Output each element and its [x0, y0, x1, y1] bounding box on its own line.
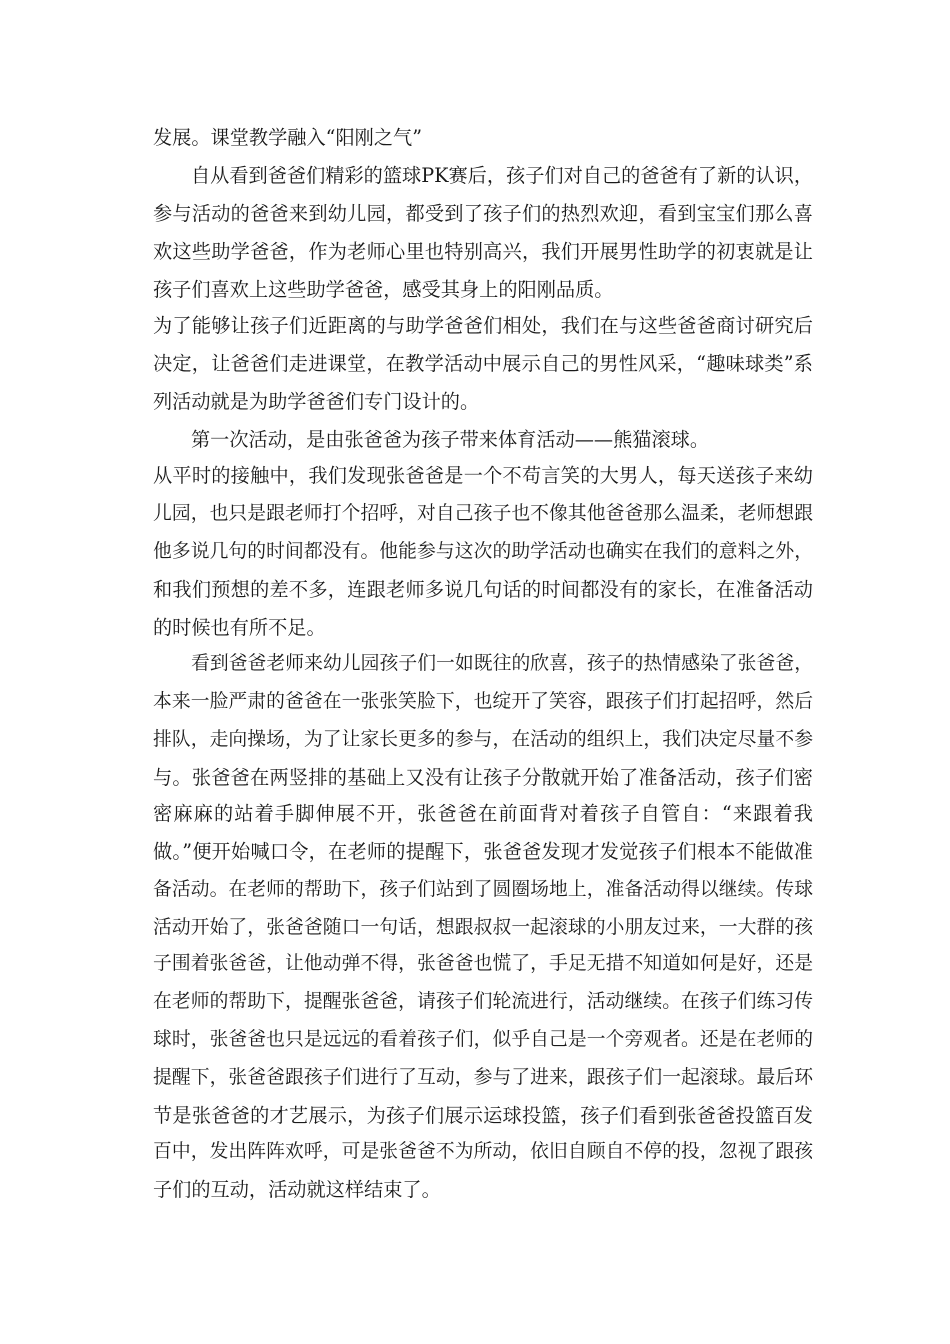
- text-line: 排队，走向操场，为了让家长更多的参与，在活动的组织上，我们决定尽量不参: [153, 729, 813, 750]
- text-line: 的时候也有所不足。: [153, 616, 326, 639]
- text-line: 他多说几句的时间都没有。他能参与这次的助学活动也确实在我们的意料之外，: [153, 541, 813, 562]
- text-line: 节是张爸爸的才艺展示，为孩子们展示运球投篮，孩子们看到张爸爸投篮百发: [153, 1104, 813, 1127]
- text-line: 活动开始了，张爸爸随口一句话，想跟叔叔一起滚球的小朋友过来，一大群的孩: [153, 917, 813, 938]
- text-line: 欢这些助学爸爸，作为老师心里也特别高兴，我们开展男性助学的初衷就是让: [153, 240, 813, 263]
- text-line: 备活动。在老师的帮助下，孩子们站到了圆圈场地上，准备活动得以继续。传球: [153, 879, 813, 900]
- text-line: 参与活动的爸爸来到幼儿园，都受到了孩子们的热烈欢迎，看到宝宝们那么喜: [153, 202, 813, 225]
- text-line: 在老师的帮助下，提醒张爸爸，请孩子们轮流进行，活动继续。在孩子们练习传: [153, 991, 813, 1012]
- text-line: 子围着张爸爸，让他动弹不得，张爸爸也慌了，手足无措不知道如何是好，还是: [153, 953, 813, 974]
- paragraph-first-line: 自从看到爸爸们精彩的篮球PK赛后，孩子们对自己的爸爸有了新的认识，: [191, 164, 814, 187]
- text-line: 和我们预想的差不多，连跟老师多说几句话的时间都没有的家长，在准备活动: [153, 578, 813, 601]
- text-line: 孩子们喜欢上这些助学爸爸，感受其身上的阳刚品质。: [153, 278, 614, 301]
- text-line: 做。”便开始喊口令，在老师的提醒下，张爸爸发现才发觉孩子们根本不能做准: [153, 840, 813, 863]
- text-line: 列活动就是为助学爸爸们专门设计的。: [153, 390, 480, 413]
- text-line: 与。张爸爸在两竖排的基础上又没有让孩子分散就开始了准备活动，孩子们密: [153, 766, 813, 789]
- text-line: 提醒下，张爸爸跟孩子们进行了互动，参与了进来，跟孩子们一起滚球。最后环: [153, 1067, 813, 1088]
- text-line: 密麻麻的站着手脚伸展不开，张爸爸在前面背对着孩子自管自：“来跟着我: [153, 802, 813, 825]
- text-line: 为了能够让孩子们近距离的与助学爸爸们相处，我们在与这些爸爸商讨研究后: [153, 314, 813, 337]
- text-line: 球时，张爸爸也只是远远的看着孩子们，似乎自己是一个旁观者。还是在老师的: [153, 1029, 813, 1050]
- text-line: 百中，发出阵阵欢呼，可是张爸爸不为所动，依旧自顾自不停的投，忽视了跟孩: [153, 1141, 813, 1162]
- paragraph-first-line: 第一次活动，是由张爸爸为孩子带来体育活动——熊猫滚球。: [191, 428, 710, 451]
- text-line: 本来一脸严肃的爸爸在一张张笑脸下，也绽开了笑容，跟孩子们打起招呼，然后: [153, 691, 813, 712]
- text-line: 发展。课堂教学融入“阳刚之气”: [153, 126, 423, 149]
- text-line: 儿园，也只是跟老师打个招呼，对自己孩子也不像其他爸爸那么温柔，老师想跟: [153, 503, 813, 524]
- text-line: 决定，让爸爸们走进课堂，在教学活动中展示自己的男性风采，“趣味球类”系: [153, 352, 813, 375]
- paragraph-first-line: 看到爸爸老师来幼儿园孩子们一如既往的欣喜，孩子的热情感染了张爸爸，: [191, 653, 813, 674]
- text-line: 子们的互动，活动就这样结束了。: [153, 1178, 441, 1201]
- text-line: 从平时的接触中，我们发现张爸爸是一个不苟言笑的大男人，每天送孩子来幼: [153, 464, 813, 487]
